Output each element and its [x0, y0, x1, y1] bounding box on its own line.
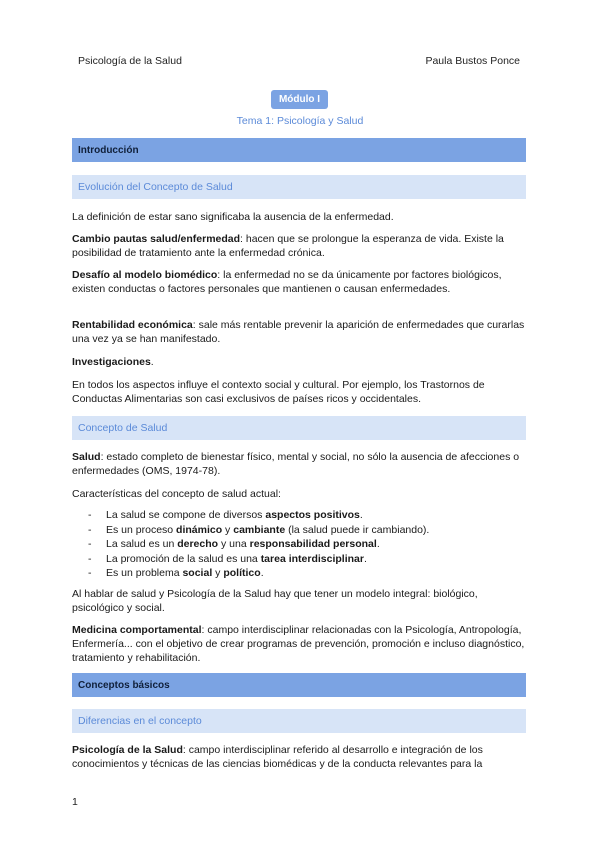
paragraph	[72, 450, 528, 478]
paragraph: Al hablar de salud y Psicología de la Salud hay que tener un modelo integral: biológico, psicológico y social.	[72, 588, 478, 614]
definition: : hacen que se prolongue la esperanza de vida. Existe la posibilidad de tratamiento ante la enfermedad crónica.	[72, 233, 504, 259]
term: Medicina comportamental	[72, 624, 202, 636]
header-author: Paula Bustos Ponce	[425, 55, 520, 67]
list-item: - Es un proceso dinámico y cambiante (la salud puede ir cambiando).	[88, 523, 528, 538]
paragraph	[72, 623, 528, 665]
page-number: 1	[72, 796, 78, 808]
paragraph	[72, 232, 528, 260]
paragraph	[72, 355, 528, 369]
term: Cambio pautas salud/enfermedad	[72, 233, 241, 245]
subsection-heading-diferencias: Diferencias en el concepto	[72, 709, 526, 733]
term: Rentabilidad económica	[72, 319, 193, 331]
paragraph	[72, 268, 528, 296]
paragraph: La definición de estar sano significaba la ausencia de la enfermedad.	[72, 211, 394, 223]
list-item: - La promoción de la salud es una tarea interdisciplinar.	[88, 552, 528, 567]
definition: : la enfermedad no se da únicamente por factores biológicos, existen conductas o factores personales que mantienen o causan enfermedades.	[72, 269, 502, 295]
subsection-heading-evolucion: Evolución del Concepto de Salud	[72, 175, 526, 199]
list-item: - La salud es un derecho y una responsabilidad personal.	[88, 537, 528, 552]
characteristics-list	[88, 508, 528, 581]
term: Salud	[72, 451, 101, 463]
header-course-title: Psicología de la Salud	[78, 55, 182, 67]
subsection-heading-concepto: Concepto de Salud	[72, 416, 526, 440]
section-heading-conceptos-basicos: Conceptos básicos	[72, 673, 526, 697]
term: Investigaciones	[72, 356, 151, 368]
paragraph: En todos los aspectos influye el contexto social y cultural. Por ejemplo, los Trastornos de Conductas Alimentarias son casi exclusivos de países ricos y occidentales.	[72, 379, 485, 405]
term: Psicología de la Salud	[72, 744, 183, 756]
definition: : sale más rentable prevenir la aparición de enfermedades que curarlas una vez ya se han manifestado.	[72, 319, 525, 345]
module-badge: Módulo I	[271, 90, 328, 109]
paragraph: Características del concepto de salud actual:	[72, 488, 281, 500]
paragraph	[72, 318, 528, 346]
list-item: - Es un problema social y político.	[88, 566, 528, 581]
definition: .	[150, 356, 154, 368]
list-item: - La salud se compone de diversos aspectos positivos.	[88, 508, 528, 523]
topic-title: Tema 1: Psicología y Salud	[236, 115, 364, 127]
definition: : estado completo de bienestar físico, mental y social, no sólo la ausencia de afecciones o enfermedades (OMS, 1974-78).	[72, 451, 520, 477]
term: Desafío al modelo biomédico	[72, 269, 218, 281]
section-heading-introduccion: Introducción	[72, 138, 526, 162]
definition: : campo interdisciplinar relacionadas con la Psicología, Antropología, Enfermería... con el objetivo de crear programas de prevención, promoción e incluso diagnóstico, tratamiento y rehabilitación.	[72, 624, 525, 664]
paragraph	[72, 743, 528, 771]
definition: : campo interdisciplinar referido al desarrollo e integración de los conocimientos y técnicas de las ciencias biomédicas y de la conducta relevantes para la	[72, 744, 483, 770]
